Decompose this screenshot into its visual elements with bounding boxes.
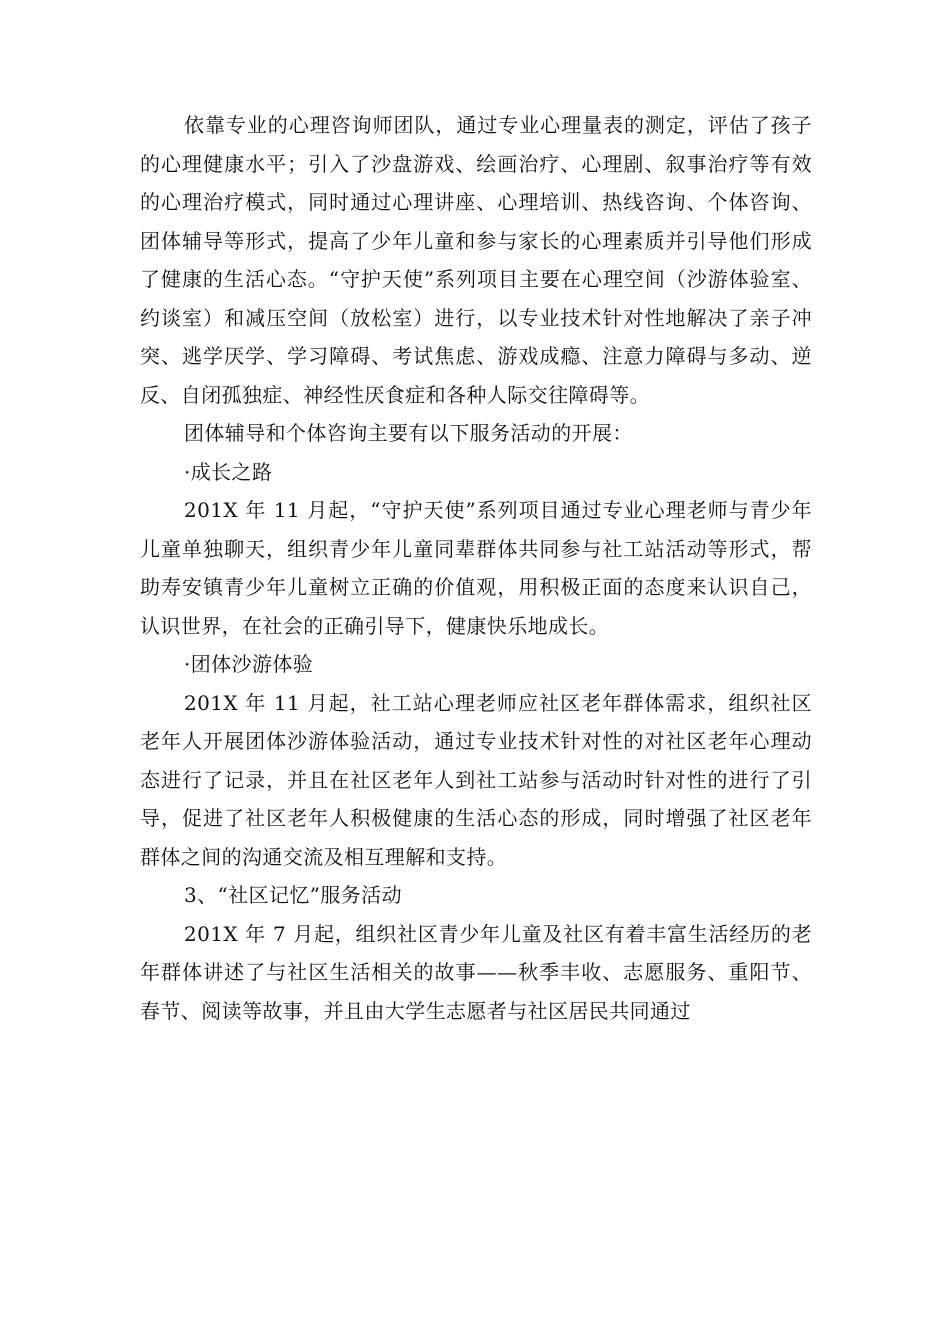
heading-community-memory: 3、“社区记忆”服务活动	[184, 883, 402, 907]
paragraph-growth-road: 201X 年 11 月起，“守护天使”系列项目通过专业心理老师与青少年儿童单独聊天，组织青少年儿童同辈群体共同参与社工站活动等形式，帮助寿安镇青少年儿童树立正确的价值观，用积极正面的态度来认识自己，认识世界，在社会的正确引导下，健康快乐地成长。	[140, 498, 812, 638]
document-body	[140, 106, 812, 1030]
heading-group-sandplay: ·团体沙游体验	[184, 652, 314, 676]
paragraph-group-sandplay: 201X 年 11 月起，社工站心理老师应社区老年群体需求，组织社区老年人开展团体沙游体验活动，通过专业技术针对性的对社区老年心理动态进行了记录，并且在社区老年人到社工站参与活动时针对性的进行了引导，促进了社区老年人积极健康的生活心态的形成，同时增强了社区老年群体之间的沟通交流及相互理解和支持。	[140, 690, 812, 869]
heading-growth-road: ·成长之路	[184, 459, 273, 484]
paragraph-activities-intro: 团体辅导和个体咨询主要有以下服务活动的开展：	[184, 421, 633, 445]
paragraph-intro: 依靠专业的心理咨询师团队，通过专业心理量表的测定，评估了孩子的心理健康水平；引入了沙盘游戏、绘画治疗、心理剧、叙事治疗等有效的心理治疗模式，同时通过心理讲座、心理培训、热线咨询、个体咨询、团体辅导等形式，提高了少年儿童和参与家长的心理素质并引导他们形成了健康的生活心态。“守护天使”系列项目主要在心理空间（沙游体验室、约谈室）和减压空间（放松室）进行，以专业技术针对性地解决了亲子冲突、逃学厌学、学习障碍、考试焦虑、游戏成瘾、注意力障碍与多动、逆反、自闭孤独症、神经性厌食症和各种人际交往障碍等。	[140, 113, 812, 407]
paragraph-community-memory: 201X 年 7 月起，组织社区青少年儿童及社区有着丰富生活经历的老年群体讲述了与社区生活相关的故事——秋季丰收、志愿服务、重阳节、春节、阅读等故事，并且由大学生志愿者与社区居民共同通过	[140, 921, 812, 1023]
